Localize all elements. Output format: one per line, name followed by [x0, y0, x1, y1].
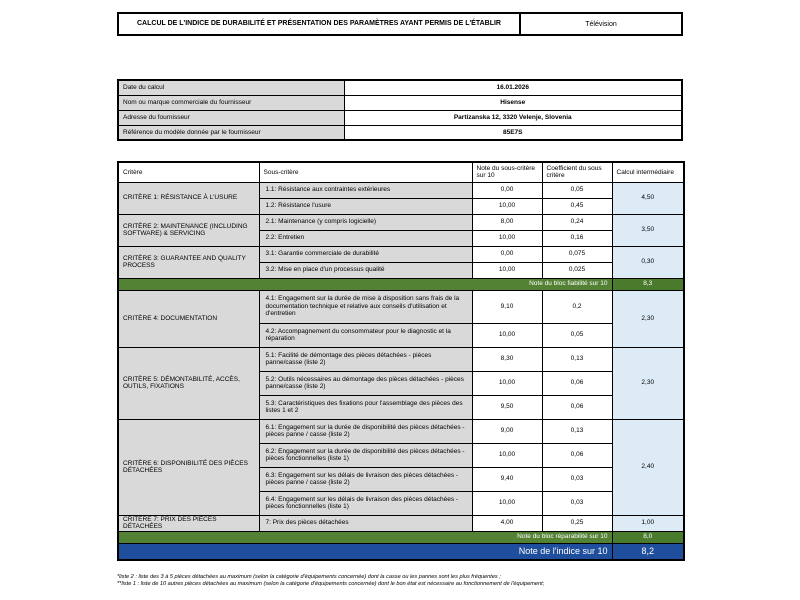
subcriterion-coef: 0,05: [542, 323, 612, 347]
header-note: Note du sous-critère sur 10: [472, 162, 542, 182]
footnotes: [117, 574, 717, 588]
info-row: [118, 110, 682, 125]
subcriterion-note: 9,50: [472, 395, 542, 419]
score-table: [117, 161, 685, 561]
header-critere: Critère: [118, 162, 259, 182]
subcriterion-coef: 0,2: [542, 290, 612, 323]
header-coefficient: Coefficient du sous critère: [542, 162, 612, 182]
indice-label: Note de l'indice sur 10: [118, 543, 612, 560]
reparabilite-row: [118, 531, 684, 543]
info-row: [118, 80, 682, 95]
subcriterion-note: 10,00: [472, 491, 542, 515]
subcriterion-note: 10,00: [472, 323, 542, 347]
subcriterion-label: 7: Prix des pièces détachées: [259, 515, 472, 531]
subcriterion-coef: 0,03: [542, 467, 612, 491]
criterion-calc: 2,30: [612, 347, 684, 419]
info-label: Adresse du fournisseur: [118, 110, 344, 125]
subcriterion-label: 4.2: Accompagnement du consommateur pour le diagnostic et la réparation: [259, 323, 472, 347]
subcriterion-label: 5.2: Outils nécessaires au démontage des pièces détachées - pièces panne/casse (liste 2): [259, 371, 472, 395]
subcriterion-coef: 0,13: [542, 419, 612, 443]
info-row: [118, 95, 682, 110]
subcriterion-note: 0,00: [472, 246, 542, 262]
subcriterion-note: 10,00: [472, 371, 542, 395]
header-sous-critere: Sous-critère: [259, 162, 472, 182]
table-row: [118, 515, 684, 531]
criterion-name: CRITÈRE 2: MAINTENANCE (INCLUDING SOFTWARE) & SERVICING: [118, 214, 259, 246]
criterion-calc: 0,30: [612, 246, 684, 278]
reparabilite-value: 8,0: [612, 531, 684, 543]
criterion-calc: 2,30: [612, 290, 684, 347]
table-row: [118, 419, 684, 443]
info-value: Partizanska 12, 3320 Velenje, Slovenia: [344, 110, 682, 125]
subcriterion-label: 5.1: Facilité de démontage des pièces détachées - pièces panne/casse (liste 2): [259, 347, 472, 371]
reparabilite-label: Note du bloc réparabilité sur 10: [118, 531, 612, 543]
table-row: [118, 347, 684, 371]
page-title: CALCUL DE L'INDICE DE DURABILITÉ ET PRÉSENTATION DES PARAMÈTRES AYANT PERMIS DE L'ÉTABLIR: [117, 12, 521, 36]
info-label: Date du calcul: [118, 80, 344, 95]
fiabilite-value: 8,3: [612, 278, 684, 290]
table-row: [118, 246, 684, 262]
header-calcul: Calcul intermédiaire: [612, 162, 684, 182]
criterion-calc: 4,50: [612, 182, 684, 214]
subcriterion-note: 4,00: [472, 515, 542, 531]
subcriterion-label: 3.1: Garantie commerciale de durabilité: [259, 246, 472, 262]
subcriterion-note: 0,00: [472, 182, 542, 198]
subcriterion-coef: 0,06: [542, 443, 612, 467]
subcriterion-note: 9,00: [472, 419, 542, 443]
subcriterion-coef: 0,06: [542, 395, 612, 419]
criterion-calc: 1,00: [612, 515, 684, 531]
criterion-name: CRITÈRE 5: DÉMONTABILITÉ, ACCÈS, OUTILS, FIXATIONS: [118, 347, 259, 419]
fiabilite-label: Note du bloc fiabilité sur 10: [118, 278, 612, 290]
subcriterion-note: 8,00: [472, 214, 542, 230]
subcriterion-note: 10,00: [472, 230, 542, 246]
criterion-calc: 2,40: [612, 419, 684, 515]
product-category: Télévision: [520, 12, 683, 36]
subcriterion-note: 8,30: [472, 347, 542, 371]
info-value: 16.01.2026: [344, 80, 682, 95]
subcriterion-note: 9,10: [472, 290, 542, 323]
info-label: Nom ou marque commerciale du fournisseur: [118, 95, 344, 110]
footnote-liste-2: *liste 2 : liste des 3 à 5 pièces détachées au maximum (selon la catégorie d'équipements concernée) dont la casse ou les pannes sont les plus fréquentes ;: [117, 574, 501, 580]
subcriterion-coef: 0,24: [542, 214, 612, 230]
subcriterion-coef: 0,075: [542, 246, 612, 262]
criterion-name: CRITÈRE 3: GUARANTEE AND QUALITY PROCESS: [118, 246, 259, 278]
footnote-liste-1: **liste 1 : liste de 10 autres pièces détachées au maximum (selon la catégorie d'équipements concernée) dont le bon état est nécessaire au fonctionnement de l'équipement;: [117, 581, 545, 587]
info-row: [118, 125, 682, 140]
subcriterion-coef: 0,06: [542, 371, 612, 395]
subcriterion-label: 1.1: Résistance aux contraintes extérieures: [259, 182, 472, 198]
subcriterion-label: 2.2: Entretien: [259, 230, 472, 246]
subcriterion-label: 2.1: Maintenance (y compris logicielle): [259, 214, 472, 230]
criterion-name: CRITÈRE 7: PRIX DES PIÈCES DÉTACHÉES: [118, 515, 259, 531]
subcriterion-coef: 0,13: [542, 347, 612, 371]
subcriterion-note: 9,40: [472, 467, 542, 491]
indice-value: 8,2: [612, 543, 684, 560]
subcriterion-note: 10,00: [472, 198, 542, 214]
subcriterion-label: 1.2: Résistance l'usure: [259, 198, 472, 214]
subcriterion-label: 6.3: Engagement sur les délais de livraison des pièces détachées - pièces panne / casse (liste 2): [259, 467, 472, 491]
table-row: [118, 214, 684, 230]
subcriterion-coef: 0,45: [542, 198, 612, 214]
info-value: Hisense: [344, 95, 682, 110]
subcriterion-note: 10,00: [472, 443, 542, 467]
table-row: [118, 290, 684, 323]
criterion-name: CRITÈRE 1: RÉSISTANCE À L'USURE: [118, 182, 259, 214]
subcriterion-label: 6.2: Engagement sur la durée de disponibilité des pièces détachées - pièces fonctionnelles (liste 1): [259, 443, 472, 467]
info-label: Référence du modèle donnée par le fournisseur: [118, 125, 344, 140]
subcriterion-coef: 0,25: [542, 515, 612, 531]
info-value: 85E7S: [344, 125, 682, 140]
subcriterion-coef: 0,16: [542, 230, 612, 246]
subcriterion-label: 6.4: Engagement sur les délais de livraison des pièces détachées - pièces fonctionnelles (liste 1): [259, 491, 472, 515]
criterion-name: CRITÈRE 6: DISPONIBILITÉ DES PIÈCES DÉTACHÉES: [118, 419, 259, 515]
info-table: [117, 79, 683, 141]
subcriterion-coef: 0,05: [542, 182, 612, 198]
subcriterion-note: 10,00: [472, 262, 542, 278]
indice-row: [118, 543, 684, 560]
table-row: [118, 182, 684, 198]
table-header-row: [118, 162, 684, 182]
subcriterion-label: 3.2: Mise en place d'un processus qualité: [259, 262, 472, 278]
criterion-calc: 3,50: [612, 214, 684, 246]
subcriterion-coef: 0,025: [542, 262, 612, 278]
criterion-name: CRITÈRE 4: DOCUMENTATION: [118, 290, 259, 347]
subcriterion-label: 5.3: Caractéristiques des fixations pour l'assemblage des pièces des listes 1 et 2: [259, 395, 472, 419]
subcriterion-coef: 0,03: [542, 491, 612, 515]
subcriterion-label: 6.1: Engagement sur la durée de disponibilité des pièces détachées - pièces panne / casse (liste 2): [259, 419, 472, 443]
fiabilite-row: [118, 278, 684, 290]
subcriterion-label: 4.1: Engagement sur la durée de mise à disposition sans frais de la documentation technique et relative aux conseils d'utilisation et d'entretien: [259, 290, 472, 323]
